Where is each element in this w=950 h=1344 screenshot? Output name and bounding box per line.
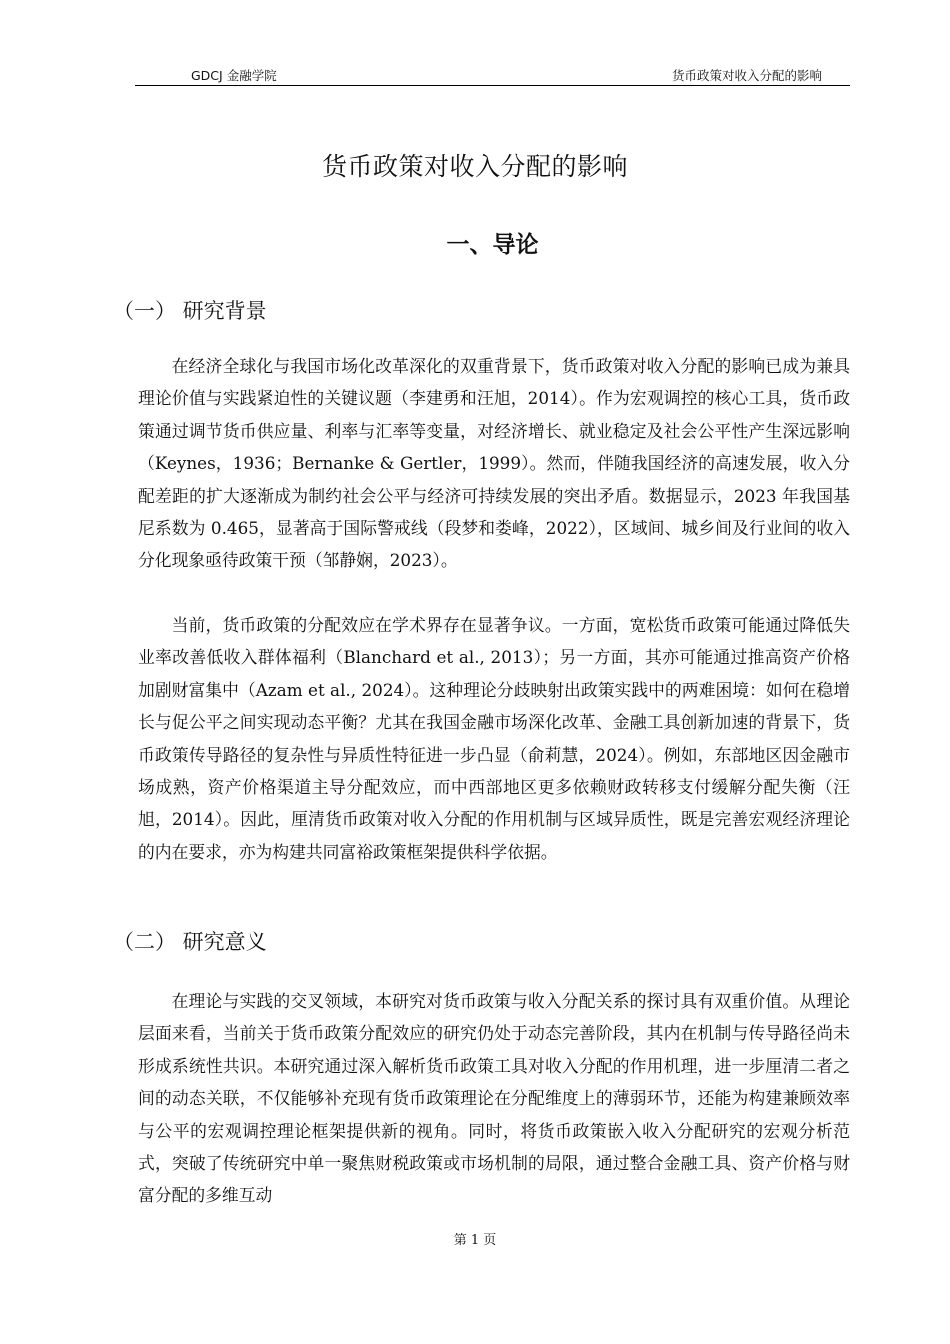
paragraph-background-1: 在经济全球化与我国市场化改革深化的双重背景下，货币政策对收入分配的影响已成为兼具理论价值与实践紧迫性的关键议题（李建勇和汪旭，2014）。作为宏观调控的核心工具，货币政策通过调节货币供应量、利率与汇率等变量，对经济增长、就业稳定及社会公平性产生深远影响（Keynes，1936；Bernanke & Gertler，1999）。然而，伴随我国经济的高速发展，收入分配差距的扩大逐渐成为制约社会公平与经济可持续发展的突出矛盾。数据显示，2023 年我国基尼系数为 0.465，显著高于国际警戒线（段梦和娄峰，2022），区域间、城乡间及行业间的收入分化现象亟待政策干预（邹静娴，2023）。	[138, 356, 850, 571]
page-header	[135, 68, 850, 86]
document-title: 货币政策对收入分配的影响	[321, 152, 628, 181]
page-number: 第 1 页	[453, 1233, 497, 1248]
header-running-title: 货币政策对收入分配的影响	[671, 68, 822, 83]
section-heading-background: （一） 研究背景	[113, 299, 267, 323]
header-institution: GDCJ 金融学院	[191, 68, 277, 83]
paragraph-background-2: 当前，货币政策的分配效应在学术界存在显著争议。一方面，宽松货币政策可能通过降低失业率改善低收入群体福利（Blanchard et al., 2013）；另一方面，其亦可能通过推高资产价格加剧财富集中（Azam et al., 2024）。这种理论分歧映射出政策实践中的两难困境：如何在稳增长与促公平之间实现动态平衡？尤其在我国金融市场深化改革、金融工具创新加速的背景下，货币政策传导路径的复杂性与异质性特征进一步凸显（俞莉慧，2024）。例如，东部地区因金融市场成熟，资产价格渠道主导分配效应，而中西部地区更多依赖财政转移支付缓解分配失衡（汪旭，2014）。因此，厘清货币政策对收入分配的作用机制与区域异质性，既是完善宏观经济理论的内在要求，亦为构建共同富裕政策框架提供科学依据。	[138, 615, 850, 862]
section-heading-significance: （二） 研究意义	[113, 930, 267, 954]
chapter-heading: 一、导论	[446, 232, 539, 258]
paragraph-significance-1: 在理论与实践的交叉领域，本研究对货币政策与收入分配关系的探讨具有双重价值。从理论层面来看，当前关于货币政策分配效应的研究仍处于动态完善阶段，其内在机制与传导路径尚未形成系统性共识。本研究通过深入解析货币政策工具对收入分配的作用机理，进一步厘清二者之间的动态关联，不仅能够补充现有货币政策理论在分配维度上的薄弱环节，还能为构建兼顾效率与公平的宏观调控理论框架提供新的视角。同时，将货币政策嵌入收入分配研究的宏观分析范式，突破了传统研究中单一聚焦财税政策或市场机制的局限，通过整合金融工具、资产价格与财富分配的多维互动	[138, 991, 850, 1206]
